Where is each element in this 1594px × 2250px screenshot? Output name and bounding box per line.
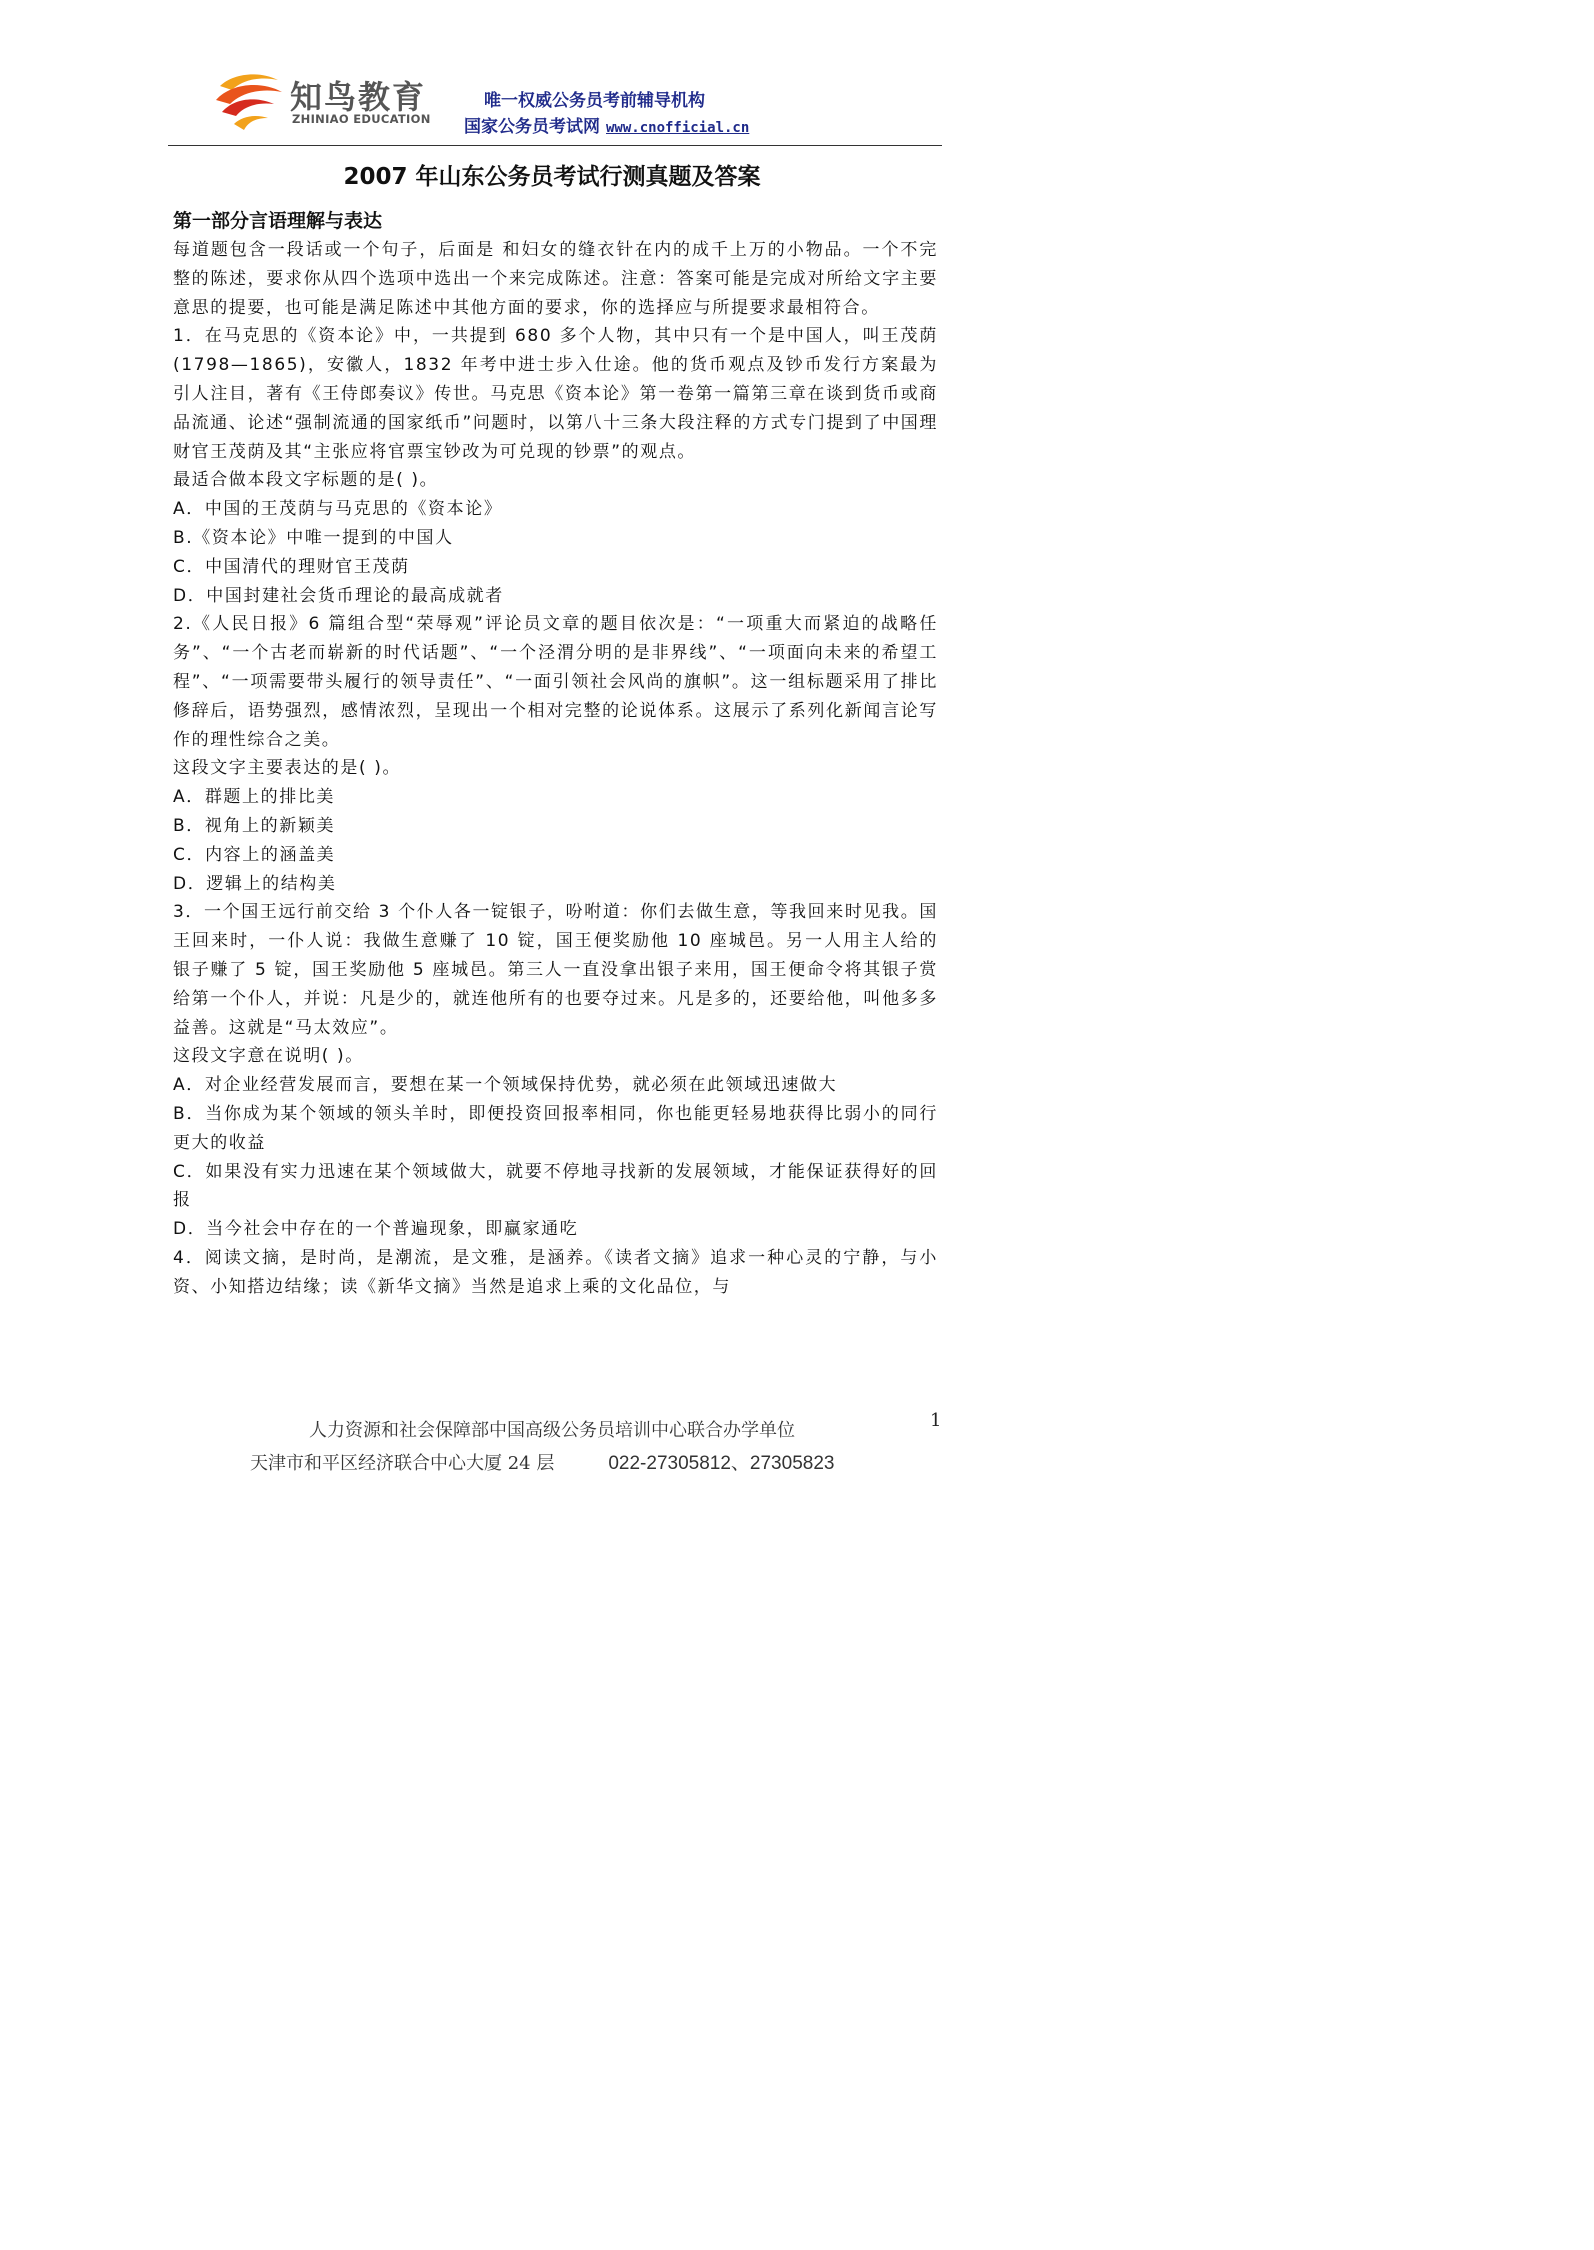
footer-affiliation: 人力资源和社会保障部中国高级公务员培训中心联合办学单位	[309, 1420, 795, 1441]
question-1-option-d: D．中国封建社会货币理论的最高成就者	[173, 585, 504, 606]
page-footer	[0, 1410, 1104, 1560]
header-divider	[168, 145, 942, 146]
logo-english-name: ZHINIAO EDUCATION	[292, 112, 431, 126]
question-3-option-a: A．对企业经营发展而言，要想在某一个领域保持优势，就必须在此领域迅速做大	[173, 1075, 838, 1096]
question-1-prompt: 最适合做本段文字标题的是( )。	[173, 470, 439, 491]
question-2-stem: 2.《人民日报》6 篇组合型“荣辱观”评论员文章的题目依次是：“一项重大而紧迫的战略任务”、“一个古老而崭新的时代话题”、“一个泾渭分明的是非界线”、“一项面向未来的希望工程”、“一项需要带头履行的领导责任”、“一面引领社会风尚的旗帜”。这一组标题采用了排比修辞后，语势强烈，感情浓烈，呈现出一个相对完整的论说体系。这展示了系列化新闻言论写作的理性综合之美。	[173, 614, 938, 750]
question-4-stem: 4．阅读文摘，是时尚，是潮流，是文雅，是涵养。《读者文摘》追求一种心灵的宁静，与小资、小知搭边结缘；读《新华文摘》当然是追求上乘的文化品位，与	[173, 1247, 938, 1297]
page-number: 1	[930, 1410, 942, 1431]
instructions-paragraph: 每道题包含一段话或一个句子，后面是 和妇女的缝衣针在内的成千上万的小物品。一个不完整的陈述，要求你从四个选项中选出一个来完成陈述。注意：答案可能是完成对所给文字主要意思的提要，也可能是满足陈述中其他方面的要求，你的选择应与所提要求最相符合。	[173, 240, 938, 318]
question-1-stem: 1．在马克思的《资本论》中，一共提到 680 多个人物，其中只有一个是中国人，叫王茂荫 (1798—1865)，安徽人，1832 年考中进士步入仕途。他的货币观点及钞币发行方案最为引人注目，著有《王侍郎奏议》传世。马克思《资本论》第一卷第一篇第三章在谈到货币或商品流通、论述“强制流通的国家纸币”问题时，以第八十三条大段注释的方式专门提到了中国理财官王茂荫及其“主张应将官票宝钞改为可兑现的钞票”的观点。	[173, 326, 938, 462]
question-3-stem: 3．一个国王远行前交给 3 个仆人各一锭银子，吩咐道：你们去做生意，等我回来时见我。国王回来时，一仆人说：我做生意赚了 10 锭，国王便奖励他 10 座城邑。另一人用主人给的银子赚了 5 锭，国王奖励他 5 座城邑。第三人一直没拿出银子来用，国王便命令将其银子赏给第一个仆人，并说：凡是少的，就连他所有的也要夺过来。凡是多的，还要给他，叫他多多益善。这就是“马太效应”。	[173, 902, 938, 1038]
question-2-option-a: A．群题上的排比美	[173, 787, 336, 808]
footer-phone: 022-27305812、27305823	[608, 1453, 835, 1474]
question-3-option-d: D．当今社会中存在的一个普遍现象，即赢家通吃	[173, 1219, 579, 1240]
question-1-option-b: B.《资本论》中唯一提到的中国人	[173, 527, 454, 548]
bird-logo-icon	[212, 66, 286, 132]
site-name: 国家公务员考试网	[464, 117, 600, 137]
footer-address	[250, 1448, 834, 1475]
logo-name: 知鸟教育	[290, 78, 427, 116]
question-3-option-c: C．如果没有实力迅速在某个领域做大，就要不停地寻找新的发展领域，才能保证获得好的回报	[173, 1161, 938, 1211]
question-2-option-d: D．逻辑上的结构美	[173, 873, 337, 894]
question-3-option-b: B．当你成为某个领域的领头羊时，即便投资回报率相同，你也能更轻易地获得比弱小的同行更大的收益	[173, 1103, 938, 1153]
section-title: 第一部分言语理解与表达	[173, 210, 383, 232]
page-header	[0, 0, 1104, 150]
question-1-option-c: C．中国清代的理财官王茂荫	[173, 556, 410, 577]
document-body	[173, 206, 938, 1301]
question-3-prompt: 这段文字意在说明( )。	[173, 1046, 364, 1067]
question-1-option-a: A．中国的王茂荫与马克思的《资本论》	[173, 499, 503, 520]
site-url-link[interactable]: www.cnofficial.cn	[606, 120, 750, 136]
question-2-option-c: C．内容上的涵盖美	[173, 844, 336, 865]
header-site-line	[464, 112, 749, 137]
header-tagline: 唯一权威公务员考前辅导机构	[484, 91, 705, 111]
zhiniao-logo	[212, 66, 442, 136]
question-2-option-b: B．视角上的新颖美	[173, 815, 336, 836]
question-2-prompt: 这段文字主要表达的是( )。	[173, 758, 402, 779]
document-title: 2007 年山东公务员考试行测真题及答案	[343, 164, 761, 190]
footer-address-text: 天津市和平区经济联合中心大厦 24 层	[250, 1453, 555, 1474]
